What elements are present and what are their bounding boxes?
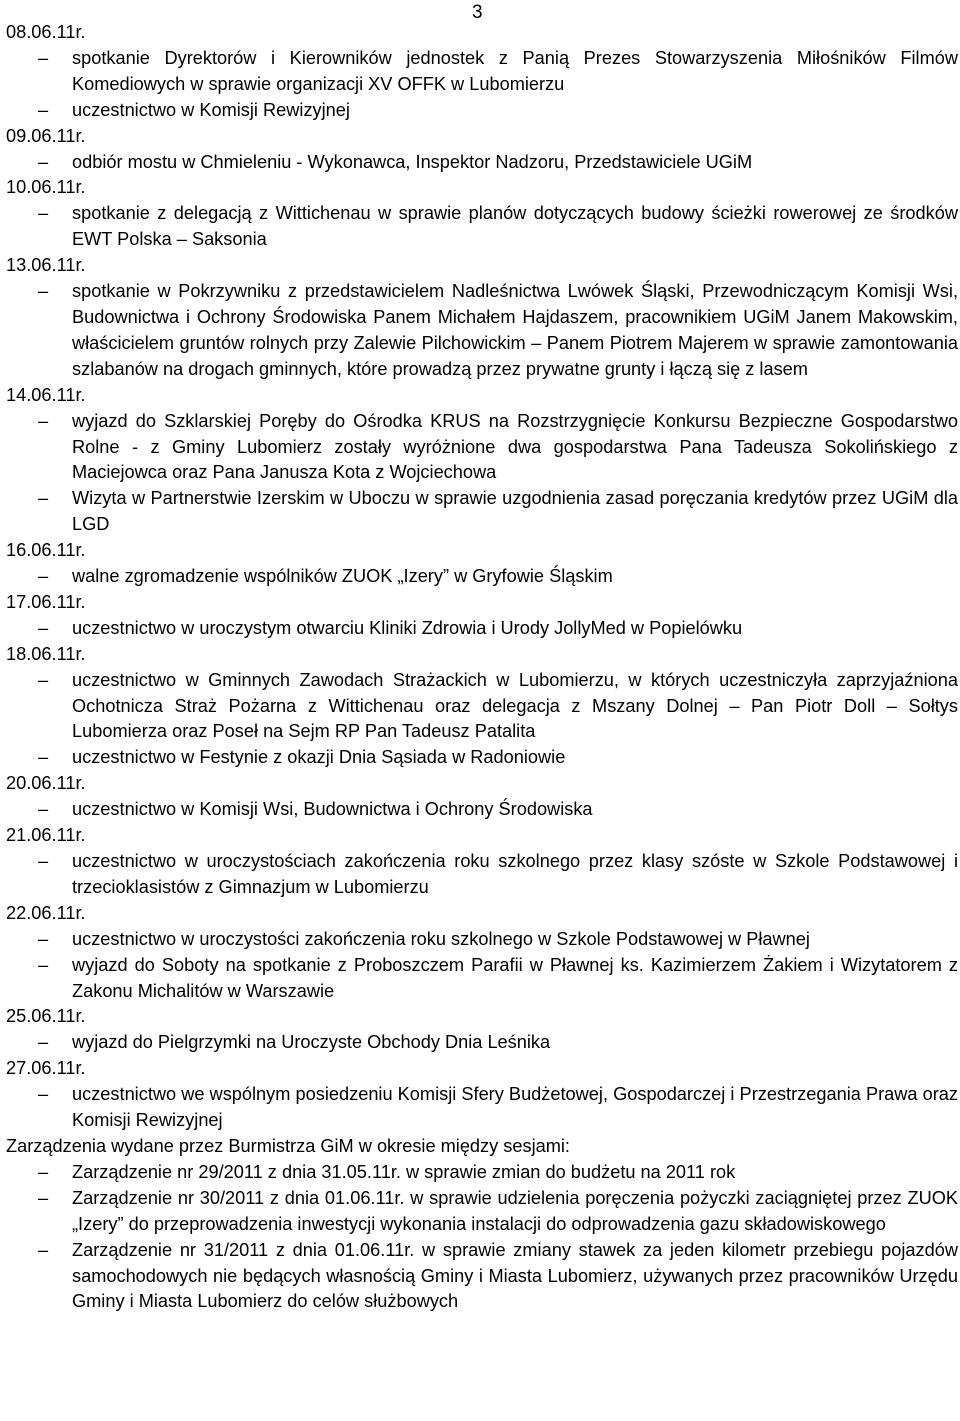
list-item [6,486,958,538]
dash-bullet: – [38,410,49,431]
day-date: 14.06.11r. [6,384,86,405]
list-item-text: Wizyta w Partnerstwie Izerskim w Uboczu w sprawie uzgodnienia zasad poręczania kredytów przez UGiM dla LGD [72,488,958,535]
list-item-text: uczestnictwo w uroczystościach zakończenia roku szkolnego przez klasy szóste w Szkole Podstawowej i trzecioklasistów z Gimnazjum w Lubomierzu [72,851,958,897]
day-entry [6,253,958,383]
list-item [6,564,958,590]
page-number: 3 [472,2,483,23]
day-date: 22.06.11r. [6,902,86,923]
dash-bullet: – [38,203,49,224]
dash-bullet: – [38,954,49,975]
list-item [6,150,958,176]
dash-bullet: – [38,47,49,68]
list-item-text: walne zgromadzenie wspólników ZUOK „Izery” w Gryfowie Śląskim [72,566,613,587]
day-entry [6,590,958,642]
list-item-text: uczestnictwo w Gminnych Zawodach Strażackich w Lubomierzu, w których uczestniczyła zaprzyjaźniona Ochotnicza Straż Pożarna z Wittichenau oraz delegacja z Mszany Dolnej – Pan Piotr Doll – Sołtys Lubomierza oraz Poseł na Sejm RP Pan Tadeusz Patalita [72,669,958,742]
dash-bullet: – [38,928,49,949]
list-item-text: uczestnictwo w Komisji Wsi, Budownictwa i Ochrony Środowiska [72,799,593,820]
list-item [6,616,958,642]
list-item [6,409,958,487]
dash-bullet: – [38,851,49,871]
day-entry [6,20,958,124]
dash-bullet: – [38,1187,49,1208]
day-entry [6,823,958,901]
decree-item-text: Zarządzenie nr 29/2011 z dnia 31.05.11r. w sprawie zmian do budżetu na 2011 rok [72,1161,736,1182]
dash-bullet: – [38,151,49,172]
list-item [6,953,958,1005]
dash-bullet: – [38,281,49,302]
dash-bullet: – [38,99,49,120]
list-item [6,927,958,953]
day-entry [6,901,958,1005]
decree-item [6,1238,958,1316]
day-entry [6,124,958,176]
decree-item-text: Zarządzenie nr 30/2011 z dnia 01.06.11r. w sprawie udzielenia poręczenia pożyczki zaciągniętej przez ZUOK „Izery” do przeprowadzenia inwestycji wykonania instalacji do odprowadzenia gazu składowiskowego [72,1187,958,1234]
day-date: 17.06.11r. [6,591,86,612]
day-entry [6,642,958,772]
day-date: 20.06.11r. [6,773,86,794]
dash-bullet: – [38,617,49,638]
decree-item [6,1186,958,1238]
day-entry [6,1056,958,1134]
dash-bullet: – [38,669,49,690]
day-date: 13.06.11r. [6,255,86,276]
decrees-section [6,1134,958,1315]
day-entry [6,383,958,538]
day-date: 27.06.11r. [6,1058,86,1079]
list-item [6,797,958,823]
list-item-text: uczestnictwo w uroczystości zakończenia roku szkolnego w Szkole Podstawowej w Pławnej [72,928,810,949]
day-entry [6,175,958,253]
day-date: 21.06.11r. [6,825,86,846]
day-date: 09.06.11r. [6,125,86,146]
list-item [6,201,958,253]
list-item [6,1030,958,1056]
list-item [6,668,958,746]
day-date: 08.06.11r. [6,22,86,42]
day-entry [6,1004,958,1056]
list-item-text: wyjazd do Soboty na spotkanie z Proboszczem Parafii w Pławnej ks. Kazimierzem Żakiem i Wizytatorem z Zakonu Michalitów w Warszawie [72,954,958,1001]
list-item-text: uczestnictwo we wspólnym posiedzeniu Komisji Sfery Budżetowej, Gospodarczej i Przestrzegania Prawa oraz Komisji Rewizyjnej [72,1084,958,1131]
dash-bullet: – [38,1239,49,1260]
list-item-text: spotkanie w Pokrzywniku z przedstawicielem Nadleśnictwa Lwówek Śląski, Przewodniczącym Komisji Wsi, Budownictwa i Ochrony Środowiska Panem Michałem Hajdaszem, pracownikiem UGiM Janem Makowskim, właścicielem gruntów rolnych przy Zalewie Pilchowickim – Panem Piotrem Majerem w sprawie zamontowania szlabanów na drogach gminnych, które prowadzą przez prywatne grunty i łączą się z lasem [72,281,958,379]
day-date: 10.06.11r. [6,177,86,198]
list-item-text: spotkanie z delegacją z Wittichenau w sprawie planów dotyczących budowy ścieżki rowerowej ze środków EWT Polska – Saksonia [72,203,958,250]
document-body [6,20,958,1315]
list-item [6,745,958,771]
list-item-text: uczestnictwo w Festynie z okazji Dnia Sąsiada w Radoniowie [72,747,566,768]
dash-bullet: – [38,1032,49,1053]
dash-bullet: – [38,747,49,768]
list-item-text: uczestnictwo w Komisji Rewizyjnej [72,99,350,120]
list-item [6,1082,958,1134]
list-item-text: spotkanie Dyrektorów i Kierowników jednostek z Panią Prezes Stowarzyszenia Miłośników Filmów Komediowych w sprawie organizacji XV OFFK w Lubomierzu [72,47,958,94]
list-item [6,46,958,98]
dash-bullet: – [38,799,49,820]
list-item [6,98,958,124]
list-item-text: uczestnictwo w uroczystym otwarciu Kliniki Zdrowia i Urody JollyMed w Popielówku [72,617,743,638]
dash-bullet: – [38,1161,49,1182]
day-date: 16.06.11r. [6,540,86,561]
list-item-text: wyjazd do Szklarskiej Poręby do Ośrodka KRUS na Rozstrzygnięcie Konkursu Bezpieczne Gospodarstwo Rolne - z Gminy Lubomierz zostały wyróżnione dwa gospodarstwa Pana Tadeusza Sokolińskiego z Maciejowca oraz Pana Janusza Kota z Wojciechowa [72,410,958,483]
dash-bullet: – [38,488,49,509]
dash-bullet: – [38,1084,49,1105]
decrees-heading: Zarządzenia wydane przez Burmistrza GiM w okresie między sesjami: [6,1135,570,1156]
day-entry [6,771,958,823]
list-item [6,849,958,901]
day-entry [6,538,958,590]
list-item-text: odbiór mostu w Chmieleniu - Wykonawca, Inspektor Nadzoru, Przedstawiciele UGiM [72,151,753,172]
activity-log [6,20,958,1134]
day-date: 25.06.11r. [6,1006,86,1027]
list-item [6,279,958,383]
list-item-text: wyjazd do Pielgrzymki na Uroczyste Obchody Dnia Leśnika [72,1032,551,1053]
decree-item-text: Zarządzenie nr 31/2011 z dnia 01.06.11r. w sprawie zmiany stawek za jeden kilometr przebiegu pojazdów samochodowych nie będących własnością Gminy i Miasta Lubomierz, używanych przez pracowników Urzędu Gminy i Miasta Lubomierz do celów służbowych [72,1239,958,1312]
dash-bullet: – [38,566,49,587]
decree-item [6,1160,958,1186]
day-date: 18.06.11r. [6,643,86,664]
